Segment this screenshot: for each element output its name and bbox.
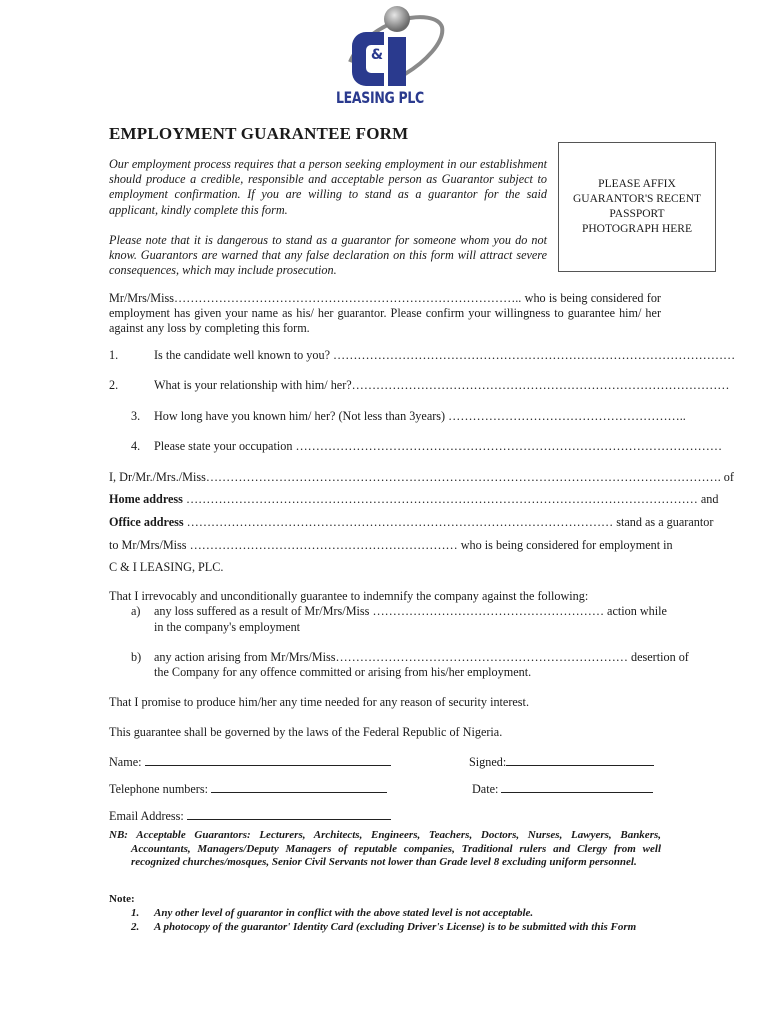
email-label: Email Address: xyxy=(109,809,184,823)
passport-photo-box[interactable] xyxy=(558,142,716,272)
company-name: C & I LEASING, PLC. xyxy=(109,560,224,574)
question-4-number: 4. xyxy=(131,439,141,453)
intro-paragraph-1: Our employment process requires that a person seeking employment in our establishment should produce a credible, responsible and acceptable person as Guarantor subject to employment confirmation. If you are willing to stand as a guarantor for the said applicant, kindly complete this form. xyxy=(109,157,547,217)
home-address-label: Home address xyxy=(109,492,183,506)
photo-box-text: PLEASE AFFIX GUARANTOR'S RECENT PASSPORT PHOTOGRAPH HERE xyxy=(572,178,702,235)
note-1-text: Any other level of guarantor in conflict with the above stated level is not acceptable. xyxy=(154,907,534,919)
question-1-number: 1. xyxy=(109,348,119,362)
name-input-line[interactable] xyxy=(145,753,391,766)
logo-ampersand: & xyxy=(370,47,384,63)
date-label: Date: xyxy=(472,782,499,796)
logo-subtitle: LEASING PLC xyxy=(336,88,424,107)
clause-b-line-2: the Company for any offence committed or arising from his/her employment. xyxy=(154,665,532,679)
question-3[interactable]: How long have you known him/ her? (Not less than 3years) ………………………………………………….. xyxy=(154,409,686,423)
candidate-name-line[interactable]: Mr/Mrs/Miss………………………………………………………………………….. who is being considered for xyxy=(109,291,661,305)
home-address-line[interactable] xyxy=(109,492,719,507)
note-1-number: 1. xyxy=(131,907,140,919)
page-title: EMPLOYMENT GUARANTEE FORM xyxy=(109,124,409,143)
signed-label: Signed: xyxy=(469,755,507,769)
governing-law-statement: This guarantee shall be governed by the laws of the Federal Republic of Nigeria. xyxy=(109,725,503,739)
guarantor-name-line[interactable]: I, Dr/Mr./Mrs./Miss………………………………………………………………………………………………………………. of xyxy=(109,470,734,484)
clause-b-label: b) xyxy=(131,650,142,664)
name-label: Name: xyxy=(109,755,142,769)
email-input-line[interactable] xyxy=(187,807,391,820)
note-label: Note: xyxy=(109,893,135,905)
question-4[interactable]: Please state your occupation …………………………………………………………………………………………… xyxy=(154,439,723,453)
signed-input-line[interactable] xyxy=(506,753,654,766)
question-3-number: 3. xyxy=(131,409,141,423)
intro-paragraph-2: Please note that it is dangerous to stand as a guarantor for someone whom you do not know. Guarantors are warned that any false declaration on this form will attract severe consequences, which may include prosecution. xyxy=(109,233,547,278)
question-1[interactable]: Is the candidate well known to you? ……………………………………………………………………………………… xyxy=(154,348,736,362)
telephone-label: Telephone numbers: xyxy=(109,782,208,796)
office-address-fill: …………………………………………………………………………………………… stand as a guarantor xyxy=(183,515,714,529)
question-2[interactable]: What is your relationship with him/ her?………………………………………………………………………………… xyxy=(154,378,730,392)
promise-statement: That I promise to produce him/her any time needed for any reason of security interest. xyxy=(109,695,529,709)
note-2-number: 2. xyxy=(131,921,140,933)
office-address-label: Office address xyxy=(109,515,184,529)
email-field[interactable] xyxy=(109,807,391,824)
clause-a-line-1[interactable]: any loss suffered as a result of Mr/Mrs/Miss ………………………………………………… action while xyxy=(154,604,667,618)
home-address-fill: ……………………………………………………………………………………………………………… and xyxy=(182,492,719,506)
to-candidate-line[interactable]: to Mr/Mrs/Miss ………………………………………………………… who is being considered for employment in xyxy=(109,538,673,552)
clause-b-line-1[interactable]: any action arising from Mr/Mrs/Miss……………………………………………………………… desertion of xyxy=(154,650,689,664)
signed-field[interactable] xyxy=(469,753,654,770)
telephone-field[interactable] xyxy=(109,780,387,797)
name-field[interactable] xyxy=(109,753,391,770)
office-address-line[interactable] xyxy=(109,515,714,530)
note-2-text: A photocopy of the guarantor' Identity Card (excluding Driver's License) is to be submitted with this Form xyxy=(154,921,637,933)
telephone-input-line[interactable] xyxy=(211,780,387,793)
acceptable-guarantors-note: NB: Acceptable Guarantors: Lecturers, Architects, Engineers, Teachers, Doctors, Nurses, Lawyers, Bankers, Accountants, Managers/Deputy Managers of reputable companies, Traditional rulers and Clergy from well recognized churches/mosques, Senior Civil Servants not lower than Grade level 8 excluding uniform personnel. xyxy=(109,829,661,868)
clause-a-line-2: in the company's employment xyxy=(154,620,301,634)
date-field[interactable] xyxy=(472,780,653,797)
undertaking-intro: That I irrevocably and unconditionally guarantee to indemnify the company against the following: xyxy=(109,589,589,603)
clause-a-label: a) xyxy=(131,604,141,618)
candidate-paragraph: employment has given your name as his/ her guarantor. Please confirm your willingness to guarantee him/ her against any loss by completing this form. xyxy=(109,306,661,336)
date-input-line[interactable] xyxy=(501,780,653,793)
question-2-number: 2. xyxy=(109,378,119,392)
